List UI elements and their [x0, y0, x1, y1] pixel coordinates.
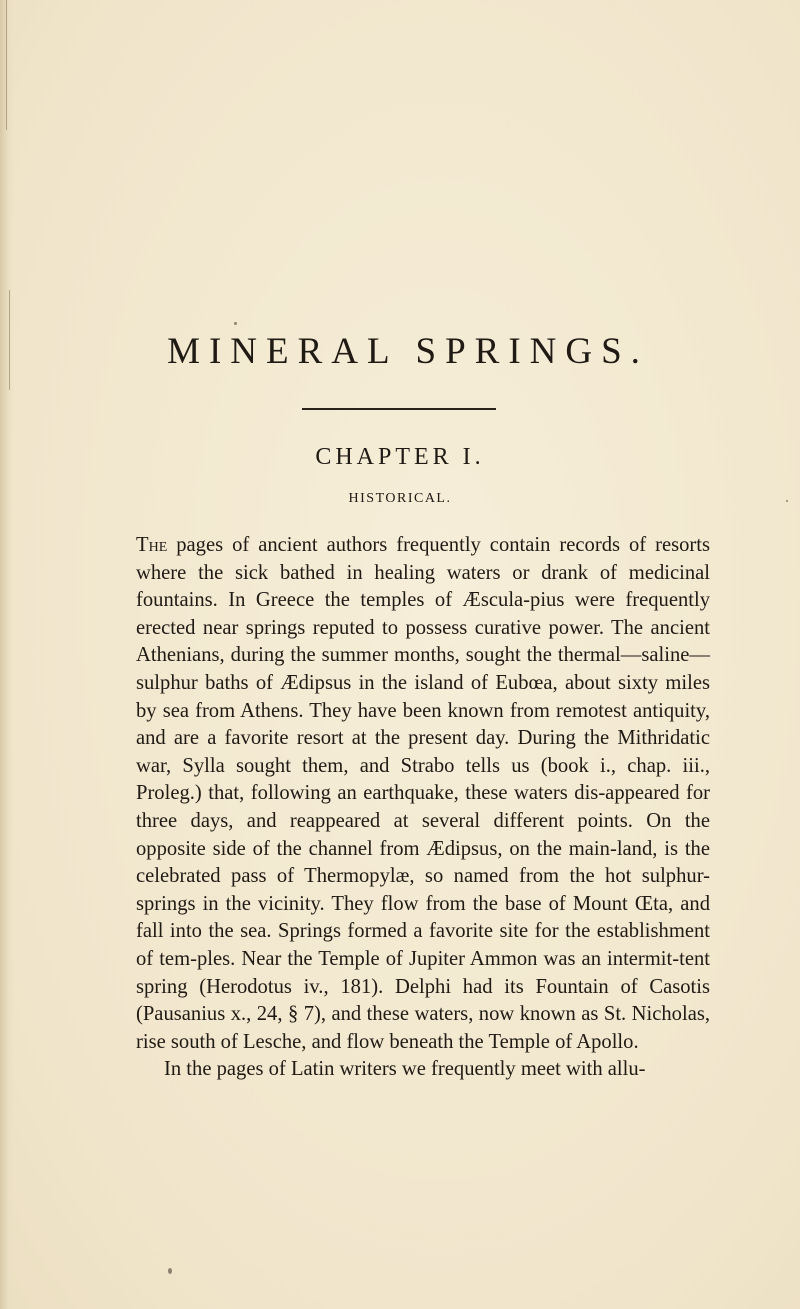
chapter-heading: CHAPTER I. [315, 444, 485, 470]
page-gutter [0, 0, 14, 1309]
ink-speck [234, 322, 237, 325]
paragraph [136, 532, 710, 1056]
gutter-line [6, 0, 7, 130]
paragraph-lead-word: The [136, 534, 168, 556]
paragraph: In the pages of Latin writers we frequently meet with allu- [164, 1058, 646, 1081]
title-rule [302, 408, 496, 410]
body-text [136, 532, 710, 1084]
paragraph-text: pages of ancient authors frequently contain records of resorts where the sick bathed in healing waters or drank of medicinal fountains. In Greece the temples of Æscula-pius were frequently erected near springs reputed to possess curative power. The ancient Athenians, during the summer months, sought the thermal—saline—sulphur baths of Ædipsus in the island of Eubœa, about sixty miles by sea from Athens. They have been known from remotest antiquity, and are a favorite resort at the present day. During the Mithridatic war, Sylla sought them, and Strabo tells us (book i., chap. iii., Proleg.) that, following an earthquake, these waters dis-appeared for three days, and reappeared at several different points. On the opposite side of the channel from Ædipsus, on the main-land, is the celebrated pass of Thermopylæ, so named from the hot sulphur-springs in the vicinity. They flow from the base of Mount Œta, and fall into the sea. Springs formed a favorite site for the establishment of tem-ples. Near the Temple of Jupiter Ammon was an intermit-tent spring (Herodotus iv., 181). Delphi had its Fountain of Casotis (Pausanius x., 24, § 7), and these waters, now known as St. Nicholas, rise south of Lesche, and flow beneath the Temple of Apollo. [136, 534, 710, 1053]
chapter-subtitle: HISTORICAL. [348, 491, 452, 506]
book-title: MINERAL SPRINGS. [167, 331, 649, 372]
ink-speck [168, 1268, 172, 1274]
